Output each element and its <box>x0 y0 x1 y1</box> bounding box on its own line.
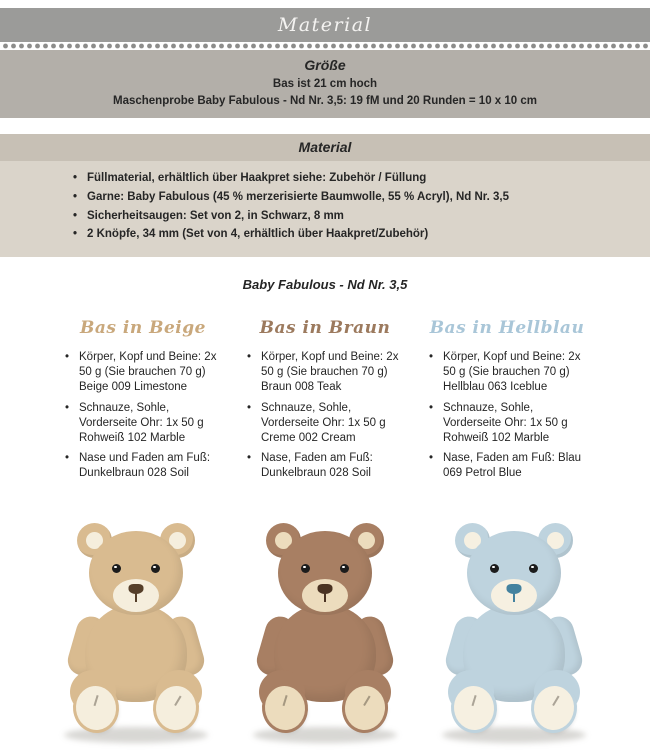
yarn-subtitle: Baby Fabulous - Nd Nr. 3,5 <box>242 277 408 293</box>
column-heading: Bas in Hellblau <box>429 318 585 339</box>
bear-head <box>89 531 183 615</box>
gauge-line: Maschenprobe Baby Fabulous - Nd Nr. 3,5: 19 fM und 20 Runden = 10 x 10 cm <box>112 94 537 107</box>
material-heading: Material <box>298 139 352 156</box>
column-list <box>244 350 406 481</box>
bear-head <box>467 531 561 615</box>
bear-eye <box>301 564 310 573</box>
bear-photo-braun <box>239 518 411 744</box>
list-item: • Nase und Faden am Fuß: Dunkelbraun 028 Soil <box>62 451 224 481</box>
column-heading: Bas in Beige <box>80 318 206 339</box>
bear-eye <box>151 564 160 573</box>
page-title: Material <box>277 14 373 36</box>
column-list <box>426 350 588 481</box>
bear-photo-beige <box>50 518 222 744</box>
bear-eye <box>340 564 349 573</box>
list-item: • Nase, Faden am Fuß: Dunkelbraun 028 Soil <box>244 451 406 481</box>
bear-eye <box>112 564 121 573</box>
material-heading-bar <box>0 134 650 161</box>
column-hellblau <box>426 318 588 486</box>
bear-shadow <box>442 727 586 743</box>
list-item: • Garne: Baby Fabulous (45 % merzerisierte Baumwolle, 55 % Acryl), Nd Nr. 3,5 <box>70 189 610 206</box>
bear-shadow <box>64 727 208 743</box>
column-list <box>62 350 224 481</box>
list-item: • Körper, Kopf und Beine: 2x 50 g (Sie brauchen 70 g) Beige 009 Limestone <box>62 350 224 396</box>
list-item: • Schnauze, Sohle, Vorderseite Ohr: 1x 50 g Rohweiß 102 Marble <box>62 401 224 447</box>
list-item: • Körper, Kopf und Beine: 2x 50 g (Sie brauchen 70 g) Braun 008 Teak <box>244 350 406 396</box>
bear-muzzle <box>491 579 537 612</box>
material-list <box>70 170 610 243</box>
list-item: • 2 Knöpfe, 34 mm (Set von 4, erhältlich über Haakpret/Zubehör) <box>70 226 610 243</box>
dotted-divider <box>0 42 650 50</box>
column-braun <box>244 318 406 486</box>
bear-muzzle <box>113 579 159 612</box>
bear-head <box>278 531 372 615</box>
bear-photo-hellblau <box>428 518 600 744</box>
yarn-columns <box>0 318 650 486</box>
size-section <box>0 50 650 118</box>
size-heading: Größe <box>304 57 346 73</box>
material-section <box>0 134 650 257</box>
list-item: • Schnauze, Sohle, Vorderseite Ohr: 1x 50 g Creme 002 Cream <box>244 401 406 447</box>
bear-mouth <box>513 593 515 602</box>
bear-shadow <box>253 727 397 743</box>
bear-photos-row <box>0 518 650 744</box>
list-item: • Nase, Faden am Fuß: Blau 069 Petrol Blue <box>426 451 588 481</box>
bear-eye <box>490 564 499 573</box>
bear-mouth <box>135 593 137 602</box>
list-item: • Körper, Kopf und Beine: 2x 50 g (Sie brauchen 70 g) Hellblau 063 Iceblue <box>426 350 588 396</box>
page-header <box>0 8 650 42</box>
list-item: • Füllmaterial, erhältlich über Haakpret siehe: Zubehör / Füllung <box>70 170 610 187</box>
material-list-wrap <box>0 161 650 257</box>
bear-mouth <box>324 593 326 602</box>
size-line: Bas ist 21 cm hoch <box>272 78 378 90</box>
column-beige <box>62 318 224 486</box>
bear-eye <box>529 564 538 573</box>
list-item: • Sicherheitsaugen: Set von 2, in Schwarz, 8 mm <box>70 208 610 225</box>
column-heading: Bas in Braun <box>259 318 391 339</box>
list-item: • Schnauze, Sohle, Vorderseite Ohr: 1x 50 g Rohweiß 102 Marble <box>426 401 588 447</box>
bear-muzzle <box>302 579 348 612</box>
